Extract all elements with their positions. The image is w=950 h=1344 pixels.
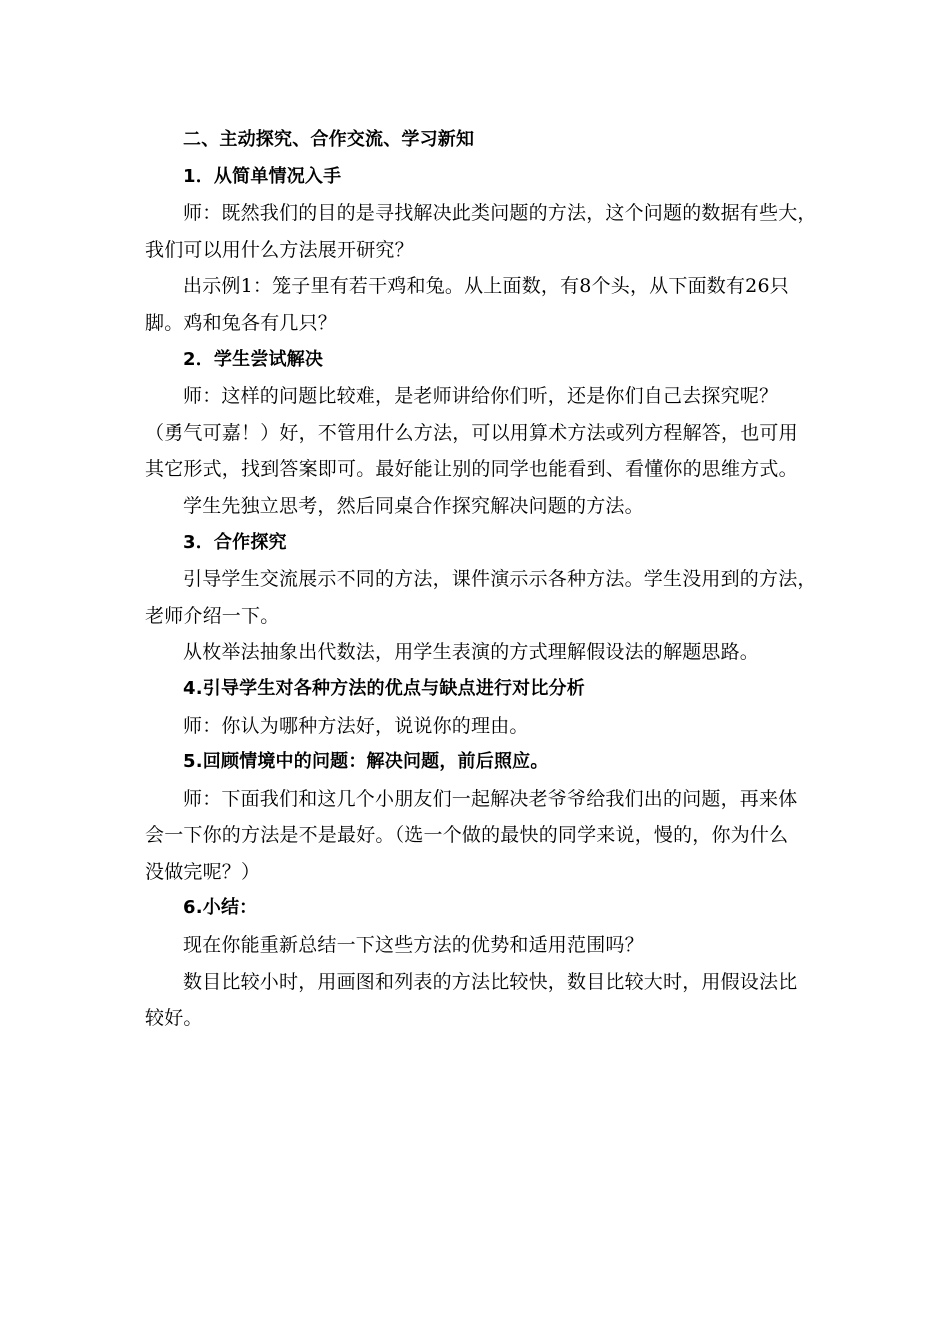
paragraph-3-line-2: （勇气可嘉！）好，不管用什么方法，可以用算术方法或列方程解答，也可用	[145, 421, 798, 444]
paragraph-4: 学生先独立思考，然后同桌合作探究解决问题的方法。	[183, 494, 644, 517]
heading-6: 6.小结：	[183, 897, 258, 919]
paragraph-2-line-1: 出示例1：笼子里有若干鸡和兔。从上面数，有8个头，从下面数有26只	[183, 275, 789, 298]
paragraph-9: 现在你能重新总结一下这些方法的优势和适用范围吗？	[183, 934, 644, 957]
paragraph-2-line-2: 脚。鸡和兔各有几只？	[145, 311, 338, 334]
paragraph-10-line-2: 较好。	[145, 1007, 203, 1030]
heading-4: 4.引导学生对各种方法的优点与缺点进行对比分析	[183, 677, 585, 699]
paragraph-3-line-3: 其它形式，找到答案即可。最好能让别的同学也能看到、看懂你的思维方式。	[145, 458, 798, 481]
section-title: 二、主动探究、合作交流、学习新知	[183, 129, 475, 150]
heading-5: 5.回顾情境中的问题：解决问题，前后照应。	[183, 751, 549, 773]
paragraph-5-line-1: 引导学生交流展示不同的方法，课件演示示各种方法。学生没用到的方法，	[183, 568, 817, 591]
paragraph-10-line-1: 数目比较小时，用画图和列表的方法比较快，数目比较大时，用假设法比	[183, 970, 798, 993]
paragraph-5-line-2: 老师介绍一下。	[145, 604, 280, 627]
paragraph-3-line-1: 师：这样的问题比较难，是老师讲给你们听，还是你们自己去探究呢？	[183, 385, 779, 408]
heading-2: 2．学生尝试解决	[183, 348, 324, 370]
heading-1: 1．从简单情况入手	[183, 165, 342, 187]
paragraph-7: 师：你认为哪种方法好，说说你的理由。	[183, 714, 529, 737]
heading-3: 3．合作探究	[183, 531, 287, 553]
paragraph-8-line-1: 师：下面我们和这几个小朋友们一起解决老爷爷给我们出的问题，再来体	[183, 787, 798, 810]
paragraph-8-line-2: 会一下你的方法是不是最好。（选一个做的最快的同学来说，慢的，你为什么	[145, 824, 789, 847]
paragraph-8-line-3: 没做完呢？）	[145, 860, 261, 883]
paragraph-6: 从枚举法抽象出代数法，用学生表演的方式理解假设法的解题思路。	[183, 641, 760, 664]
paragraph-1-line-2: 我们可以用什么方法展开研究？	[145, 238, 414, 261]
paragraph-1-line-1: 师：既然我们的目的是寻找解决此类问题的方法，这个问题的数据有些大，	[183, 202, 817, 225]
document-body	[145, 122, 817, 1037]
